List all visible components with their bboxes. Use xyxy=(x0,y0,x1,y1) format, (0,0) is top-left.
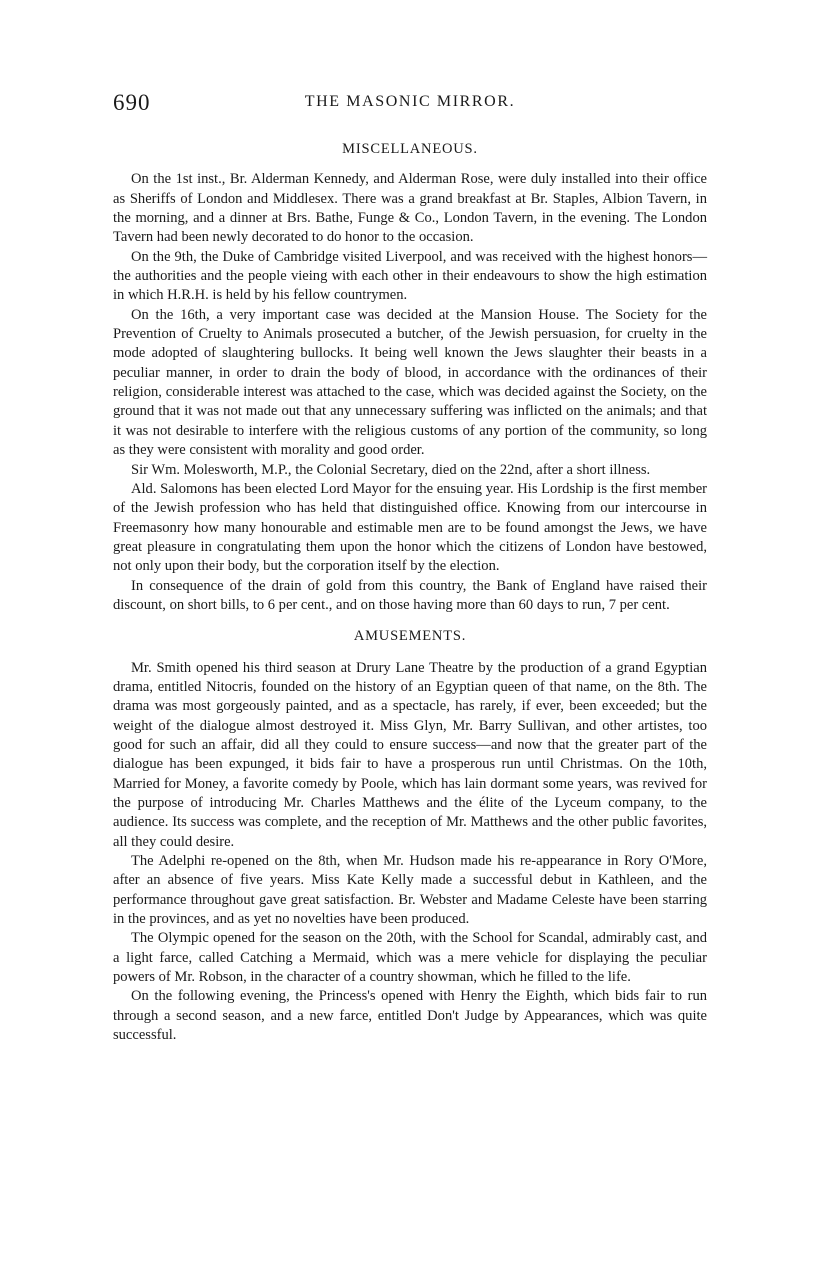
running-title: THE MASONIC MIRROR. xyxy=(304,93,516,110)
page-number: 690 xyxy=(113,90,151,115)
paragraph: On the 1st inst., Br. Alderman Kennedy, and Alderman Rose, were duly installed into their office as Sheriffs of London and Middlesex. There was a grand breakfast at Br. Staples, Albion Tavern, in the morning, and a dinner at Brs. Bathe, Funge & Co., London Tavern, in the evening. The London Tavern had been newly decorated to do honor to the occasion. xyxy=(113,171,707,246)
paragraph: On the 9th, the Duke of Cambridge visited Liverpool, and was received with the highest honors—the authorities and the people vieing with each other in their endeavours to show the high estimation in which H.R.H. is held by his fellow countrymen. xyxy=(113,248,707,304)
paragraph: In consequence of the drain of gold from this country, the Bank of England have raised their discount, on short bills, to 6 per cent., and on those having more than 60 days to run, 7 per cent. xyxy=(113,577,707,613)
paragraph: Sir Wm. Molesworth, M.P., the Colonial Secretary, died on the 22nd, after a short illness. xyxy=(131,461,651,478)
paragraph: The Adelphi re-opened on the 8th, when Mr. Hudson made his re-appearance in Rory O'More, after an absence of five years. Miss Kate Kelly made a successful debut in Kathleen, and the performance throughout gave great satisfaction. Br. Webster and Madame Celeste have been starring in the provinces, and as yet no novelties have been produced. xyxy=(113,853,707,928)
page-body xyxy=(113,140,707,1045)
section-heading-amusements: AMUSEMENTS. xyxy=(353,628,467,645)
section-heading-miscellaneous: MISCELLANEOUS. xyxy=(342,141,478,157)
paragraph: On the 16th, a very important case was decided at the Mansion House. The Society for the Prevention of Cruelty to Animals prosecuted a butcher, of the Jewish persuasion, for cruelty in the mode adopted of slaughtering bullocks. It being well known the Jews slaughter their beasts in a peculiar manner, in order to drain the body of blood, in accordance with the ordinances of their religion, considerable interest was attached to the case, which was decided against the Society, on the ground that it was not made out that any unnecessary suffering was inflicted on the animals; and that it was not desirable to interfere with the religious customs of any portion of the community, so long as they were consistent with morality and good order. xyxy=(113,306,707,459)
page-header xyxy=(113,90,707,120)
paragraph: The Olympic opened for the season on the 20th, with the School for Scandal, admirably cast, and a light farce, called Catching a Mermaid, which was a mere vehicle for displaying the peculiar powers of Mr. Robson, in the character of a country showman, which he filled to the life. xyxy=(113,930,707,986)
paragraph: Mr. Smith opened his third season at Drury Lane Theatre by the production of a grand Egyptian drama, entitled Nitocris, founded on the history of an Egyptian queen of that name, on the 8th. The drama was most gorgeously painted, and as a spectacle, has rarely, if ever, been exceeded; but the weight of the dialogue almost destroyed it. Miss Glyn, Mr. Barry Sullivan, and other artistes, too good for such an affair, did all they could to ensure success—and now that the greater part of the dialogue has been expunged, it bids fair to have a prosperous run until Christmas. On the 10th, Married for Money, a favorite comedy by Poole, which has lain dormant some years, was revived for the purpose of introducing Mr. Charles Matthews and the élite of the Lyceum company, to the audience. Its success was complete, and the reception of Mr. Matthews and the other public favorites, all they could desire. xyxy=(113,659,707,850)
paragraph: Ald. Salomons has been elected Lord Mayor for the ensuing year. His Lordship is the first member of the Jewish profession who has held that distinguished office. Knowing from our intercourse in Freemasonry how many honourable and estimable men are to be found amongst the Jews, we have great pleasure in congratulating them upon the honor which the citizens of London have bestowed, not only upon their body, but the corporation itself by the election. xyxy=(113,480,707,575)
paragraph: On the following evening, the Princess's opened with Henry the Eighth, which bids fair to run through a second season, and a new farce, entitled Don't Judge by Appearances, which was quite successful. xyxy=(113,988,707,1044)
